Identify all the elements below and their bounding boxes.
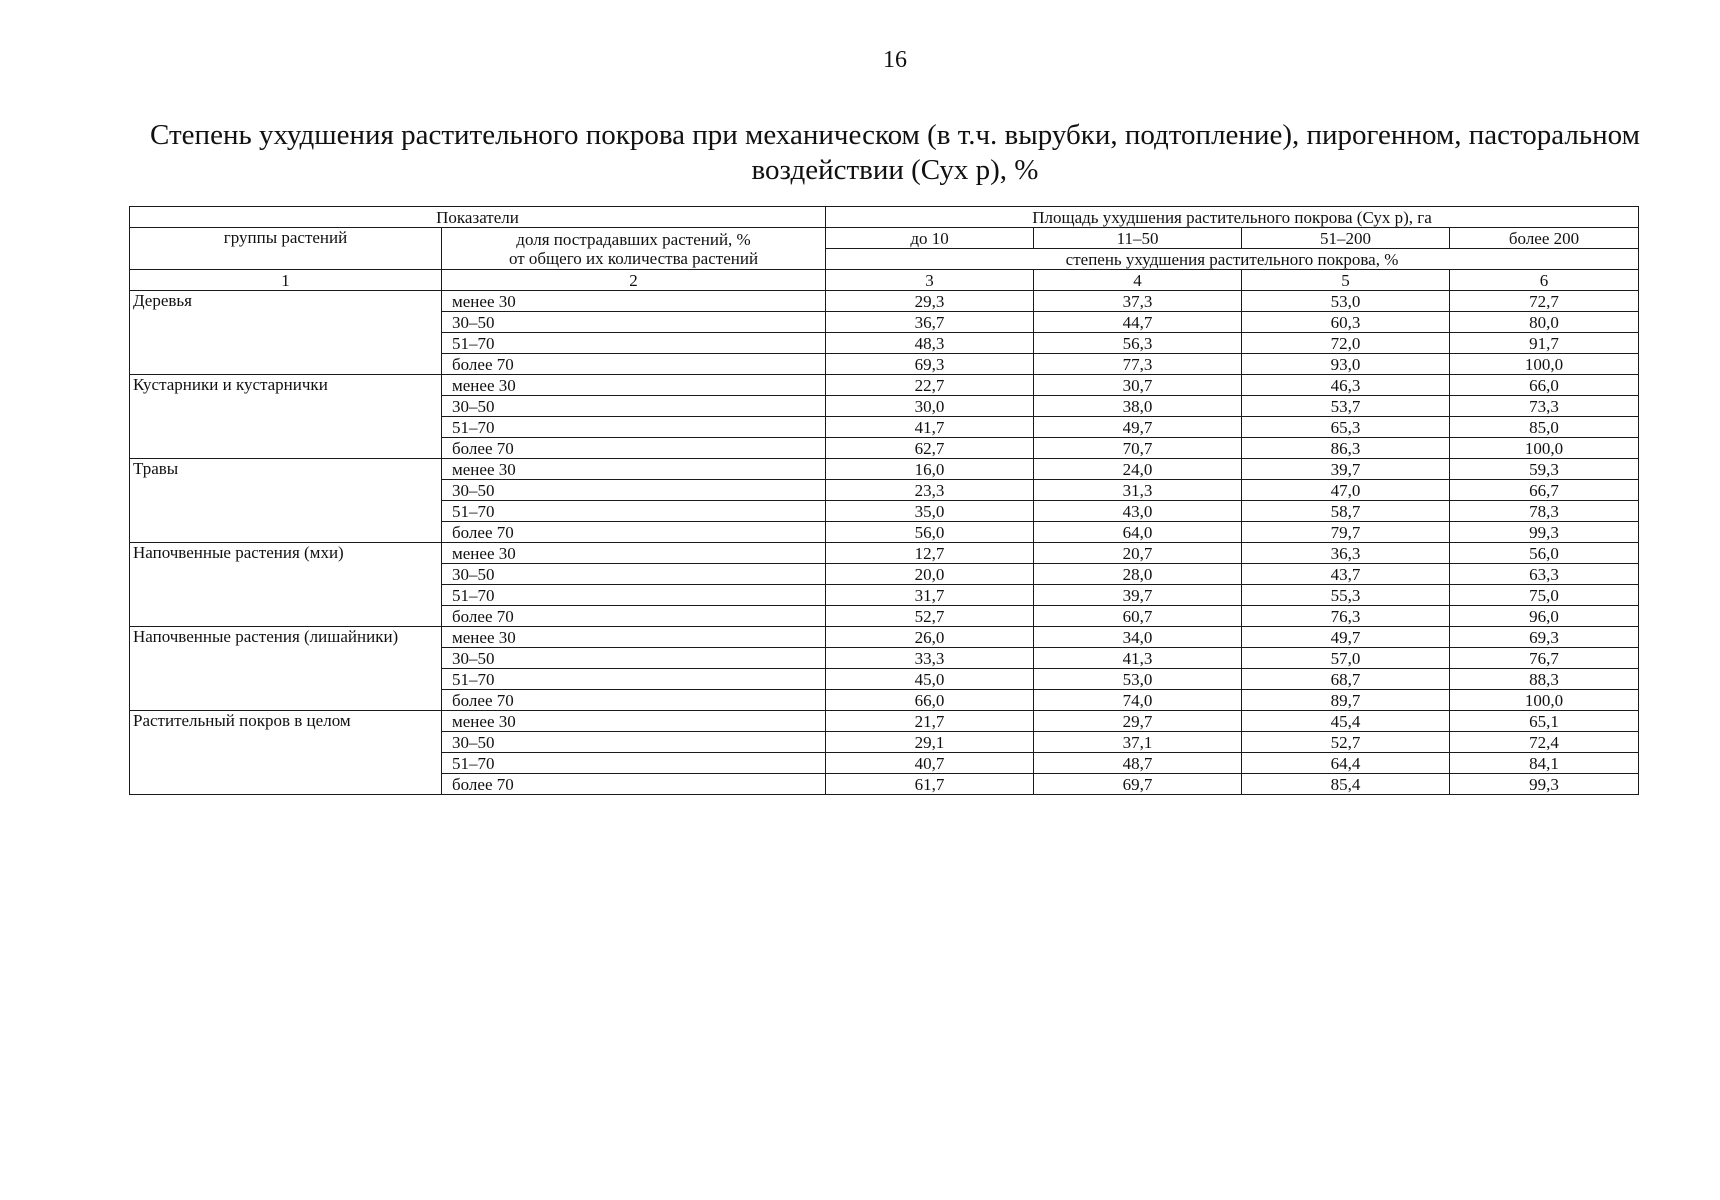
degradation-value: 93,0 xyxy=(1242,354,1450,375)
degradation-value: 53,0 xyxy=(1034,669,1242,690)
damaged-share: 51–70 xyxy=(442,585,826,606)
degradation-value: 66,0 xyxy=(1450,375,1639,396)
degradation-value: 49,7 xyxy=(1242,627,1450,648)
degradation-value: 31,3 xyxy=(1034,480,1242,501)
damaged-share: 30–50 xyxy=(442,564,826,585)
degradation-value: 84,1 xyxy=(1450,753,1639,774)
column-number: 2 xyxy=(442,270,826,291)
share-header-line-1: доля пострадавших растений, % xyxy=(516,229,751,249)
damaged-share: 51–70 xyxy=(442,669,826,690)
degradation-value: 86,3 xyxy=(1242,438,1450,459)
degradation-value: 45,4 xyxy=(1242,711,1450,732)
degradation-value: 85,0 xyxy=(1450,417,1639,438)
degradation-value: 23,3 xyxy=(826,480,1034,501)
table-row xyxy=(130,711,1639,732)
plant-group-name: Деревья xyxy=(130,291,442,375)
degradation-value: 78,3 xyxy=(1450,501,1639,522)
degradation-value: 31,7 xyxy=(826,585,1034,606)
area-range-header: более 200 xyxy=(1450,228,1639,249)
degradation-value: 29,1 xyxy=(826,732,1034,753)
column-number-row xyxy=(130,270,1639,291)
degradation-value: 64,0 xyxy=(1034,522,1242,543)
degradation-value: 77,3 xyxy=(1034,354,1242,375)
degradation-table xyxy=(129,206,1639,795)
degradation-value: 66,7 xyxy=(1450,480,1639,501)
area-range-header: до 10 xyxy=(826,228,1034,249)
table-row xyxy=(130,291,1639,312)
degradation-value: 91,7 xyxy=(1450,333,1639,354)
table-header xyxy=(130,207,1639,291)
degradation-value: 21,7 xyxy=(826,711,1034,732)
degradation-value: 43,7 xyxy=(1242,564,1450,585)
degradation-value: 99,3 xyxy=(1450,522,1639,543)
degradation-value: 63,3 xyxy=(1450,564,1639,585)
damaged-share: более 70 xyxy=(442,690,826,711)
degradation-value: 47,0 xyxy=(1242,480,1450,501)
damaged-share: более 70 xyxy=(442,522,826,543)
degradation-value: 96,0 xyxy=(1450,606,1639,627)
degradation-value: 80,0 xyxy=(1450,312,1639,333)
damaged-share: более 70 xyxy=(442,354,826,375)
degradation-value: 88,3 xyxy=(1450,669,1639,690)
column-number: 1 xyxy=(130,270,442,291)
column-number: 5 xyxy=(1242,270,1450,291)
degradation-value: 46,3 xyxy=(1242,375,1450,396)
degradation-value: 57,0 xyxy=(1242,648,1450,669)
degradation-value: 20,7 xyxy=(1034,543,1242,564)
degradation-value: 52,7 xyxy=(1242,732,1450,753)
table-row xyxy=(130,375,1639,396)
degradation-value: 12,7 xyxy=(826,543,1034,564)
damaged-share: менее 30 xyxy=(442,291,826,312)
degradation-value: 29,7 xyxy=(1034,711,1242,732)
column-number: 4 xyxy=(1034,270,1242,291)
plant-group-name: Напочвенные растения (мхи) xyxy=(130,543,442,627)
degradation-value: 79,7 xyxy=(1242,522,1450,543)
damaged-share: 30–50 xyxy=(442,648,826,669)
damaged-share: 51–70 xyxy=(442,333,826,354)
degradation-value: 48,7 xyxy=(1034,753,1242,774)
damaged-share: более 70 xyxy=(442,606,826,627)
degradation-value: 45,0 xyxy=(826,669,1034,690)
degradation-value: 40,7 xyxy=(826,753,1034,774)
table-row xyxy=(130,543,1639,564)
degradation-value: 29,3 xyxy=(826,291,1034,312)
degradation-value: 26,0 xyxy=(826,627,1034,648)
degradation-value: 65,1 xyxy=(1450,711,1639,732)
degradation-value: 70,7 xyxy=(1034,438,1242,459)
degradation-value: 37,1 xyxy=(1034,732,1242,753)
degradation-value: 62,7 xyxy=(826,438,1034,459)
damaged-share: менее 30 xyxy=(442,627,826,648)
column-number: 3 xyxy=(826,270,1034,291)
header-row-1 xyxy=(130,207,1639,228)
plant-groups-header: группы растений xyxy=(130,228,442,270)
degradation-value: 49,7 xyxy=(1034,417,1242,438)
degradation-value: 56,0 xyxy=(826,522,1034,543)
degradation-value: 61,7 xyxy=(826,774,1034,795)
degradation-value: 35,0 xyxy=(826,501,1034,522)
page-number: 16 xyxy=(883,47,907,73)
degradation-value: 53,7 xyxy=(1242,396,1450,417)
damaged-share: 51–70 xyxy=(442,417,826,438)
degradation-value: 30,7 xyxy=(1034,375,1242,396)
degradation-value: 69,3 xyxy=(826,354,1034,375)
degradation-value: 52,7 xyxy=(826,606,1034,627)
damaged-share: менее 30 xyxy=(442,459,826,480)
degradation-value: 58,7 xyxy=(1242,501,1450,522)
degradation-value: 59,3 xyxy=(1450,459,1639,480)
share-header xyxy=(442,228,826,270)
damaged-share: 30–50 xyxy=(442,732,826,753)
degradation-value: 16,0 xyxy=(826,459,1034,480)
plant-group-name: Травы xyxy=(130,459,442,543)
degradation-value: 30,0 xyxy=(826,396,1034,417)
document-title: Степень ухудшения растительного покрова при механическом (в т.ч. вырубки, подтопление), пирогенном, пасторальном воздействии (Сух р), % xyxy=(150,119,1640,186)
degradation-value: 43,0 xyxy=(1034,501,1242,522)
degradation-value: 36,7 xyxy=(826,312,1034,333)
degradation-value: 41,7 xyxy=(826,417,1034,438)
degradation-value: 72,4 xyxy=(1450,732,1639,753)
degradation-value: 55,3 xyxy=(1242,585,1450,606)
degradation-value: 74,0 xyxy=(1034,690,1242,711)
area-header: Площадь ухудшения растительного покрова (Сух р), га xyxy=(826,207,1639,228)
damaged-share: 30–50 xyxy=(442,312,826,333)
degradation-value: 100,0 xyxy=(1450,354,1639,375)
degradation-value: 39,7 xyxy=(1242,459,1450,480)
degradation-value: 28,0 xyxy=(1034,564,1242,585)
indicators-header: Показатели xyxy=(130,207,826,228)
damaged-share: более 70 xyxy=(442,774,826,795)
degradation-value: 34,0 xyxy=(1034,627,1242,648)
damaged-share: более 70 xyxy=(442,438,826,459)
degradation-value: 68,7 xyxy=(1242,669,1450,690)
degradation-value: 100,0 xyxy=(1450,690,1639,711)
column-number: 6 xyxy=(1450,270,1639,291)
plant-group-name: Растительный покров в целом xyxy=(130,711,442,795)
damaged-share: менее 30 xyxy=(442,375,826,396)
table-row xyxy=(130,459,1639,480)
degradation-value: 75,0 xyxy=(1450,585,1639,606)
plant-group-name: Напочвенные растения (лишайники) xyxy=(130,627,442,711)
degradation-value: 36,3 xyxy=(1242,543,1450,564)
area-range-header: 11–50 xyxy=(1034,228,1242,249)
damaged-share: менее 30 xyxy=(442,543,826,564)
degradation-value: 73,3 xyxy=(1450,396,1639,417)
degradation-value: 33,3 xyxy=(826,648,1034,669)
degradation-value: 66,0 xyxy=(826,690,1034,711)
degradation-value: 44,7 xyxy=(1034,312,1242,333)
table-row xyxy=(130,627,1639,648)
degradation-value: 76,3 xyxy=(1242,606,1450,627)
area-range-header: 51–200 xyxy=(1242,228,1450,249)
degradation-value: 76,7 xyxy=(1450,648,1639,669)
degradation-value: 85,4 xyxy=(1242,774,1450,795)
degradation-value: 56,3 xyxy=(1034,333,1242,354)
degradation-value: 37,3 xyxy=(1034,291,1242,312)
degree-header: степень ухудшения растительного покрова, % xyxy=(826,249,1639,270)
header-row-2 xyxy=(130,228,1639,249)
degradation-value: 72,0 xyxy=(1242,333,1450,354)
degradation-value: 65,3 xyxy=(1242,417,1450,438)
degradation-value: 22,7 xyxy=(826,375,1034,396)
degradation-value: 20,0 xyxy=(826,564,1034,585)
degradation-value: 64,4 xyxy=(1242,753,1450,774)
damaged-share: 30–50 xyxy=(442,480,826,501)
degradation-value: 60,7 xyxy=(1034,606,1242,627)
degradation-value: 38,0 xyxy=(1034,396,1242,417)
share-header-line-2: от общего их количества растений xyxy=(508,248,759,268)
degradation-value: 69,7 xyxy=(1034,774,1242,795)
degradation-value: 56,0 xyxy=(1450,543,1639,564)
degradation-value: 60,3 xyxy=(1242,312,1450,333)
degradation-value: 24,0 xyxy=(1034,459,1242,480)
degradation-value: 39,7 xyxy=(1034,585,1242,606)
degradation-value: 41,3 xyxy=(1034,648,1242,669)
plant-group-name: Кустарники и кустарнички xyxy=(130,375,442,459)
degradation-value: 69,3 xyxy=(1450,627,1639,648)
damaged-share: 30–50 xyxy=(442,396,826,417)
degradation-value: 100,0 xyxy=(1450,438,1639,459)
degradation-value: 89,7 xyxy=(1242,690,1450,711)
degradation-value: 99,3 xyxy=(1450,774,1639,795)
table-body xyxy=(130,291,1639,795)
degradation-value: 48,3 xyxy=(826,333,1034,354)
damaged-share: 51–70 xyxy=(442,501,826,522)
damaged-share: 51–70 xyxy=(442,753,826,774)
degradation-value: 53,0 xyxy=(1242,291,1450,312)
damaged-share: менее 30 xyxy=(442,711,826,732)
degradation-value: 72,7 xyxy=(1450,291,1639,312)
